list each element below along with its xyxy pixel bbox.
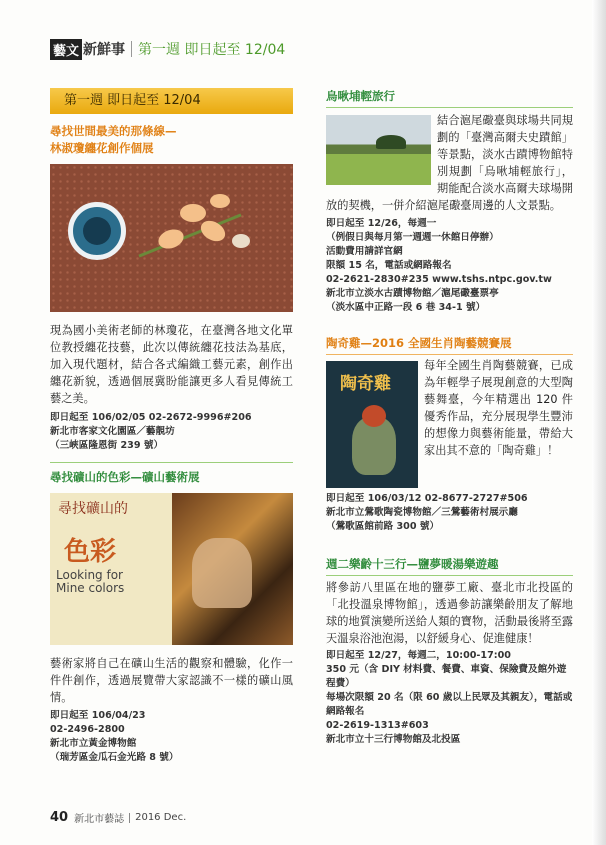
event-3-meta-note: （例假日與每月第一週週一休館日停辦） [326, 232, 499, 243]
event-3-meta-quota: 限額 15 名，電話或網路報名 [326, 260, 452, 271]
event-1-body: 現為國小美術老師的林瓊花，在臺灣各地文化單位教授纏花技藝，此次以傳統纏花技法為基底，加入現代題材，結合各式編織工藝元素，創作出纏花新貌，透過個展冀盼能讓更多人看見傳統工藝之美。 [50, 324, 293, 405]
event-3-meta-address: （淡水區中正路一段 6 巷 34-1 號） [326, 302, 486, 313]
teacup-graphic [68, 202, 126, 260]
poster-title: 尋找礦山的 [58, 501, 128, 517]
event-2-meta-address: （瑞芳區金瓜石金光路 8 號） [50, 752, 179, 763]
event-2-body: 藝術家將自己在礦山生活的觀察和體驗，化作一件件創作，透過展覽帶大家認識不一樣的礦山風情。 [50, 657, 293, 704]
event-4-poster-title: 陶奇雞 [340, 374, 391, 394]
event-4-meta-address: （鶯歌區館前路 300 號） [326, 521, 440, 532]
publication-name: 新北市藝誌 [74, 814, 125, 825]
event-4 [326, 335, 573, 534]
event-5 [326, 556, 573, 747]
event-1-title-line-2: 林淑瓊纏花創作個展 [50, 141, 154, 155]
page-footer [50, 810, 186, 825]
event-5-meta-venue: 新北市立十三行博物館及北投區 [326, 734, 461, 745]
event-2-meta-date: 即日起至 106/04/23 [50, 710, 146, 721]
event-2 [50, 469, 293, 765]
page-edge-shadow [592, 0, 606, 845]
event-5-body: 將參訪八里區在地的鹽夢工廠、臺北市北投區的「北投溫泉博物館」，透過參訪讓樂齡朋友了解地球的地質演變所送給人類的寶物，活動最後將至露天溫泉浴池泡湯，以舒緩身心、促進健康！ [326, 581, 573, 645]
issue-date: 2016 Dec. [135, 812, 187, 823]
header-badge: 藝文 [50, 39, 82, 60]
event-4-meta-venue: 新北市立鶯歌陶瓷博物館／三鶯藝術村展示廳 [326, 507, 518, 518]
event-3-meta-venue: 新北市立淡水古蹟博物館／滬尾礮臺票亭 [326, 288, 499, 299]
event-2-meta-phone: 02-2496-2800 [50, 724, 125, 735]
event-2-meta-venue: 新北市立黃金博物館 [50, 738, 137, 749]
event-3-meta-contact: 02-2621-2830#235 www.tshs.ntpc.gov.tw [326, 274, 552, 285]
event-3-meta-fee: 活動費用請詳官網 [326, 246, 403, 257]
event-1 [50, 123, 293, 453]
header-section: 新鮮事 [83, 42, 126, 58]
left-column [50, 88, 293, 765]
week-banner: 第一週 即日起至 12/04 [50, 88, 293, 114]
event-2-poster [50, 493, 172, 645]
event-3-meta-date: 即日起至 12/26，每週一 [326, 218, 437, 229]
event-5-meta-fee: 350 元（含 DIY 材料費、餐費、車資、保險費及館外遊程費） [326, 664, 567, 689]
event-1-meta-date: 即日起至 106/02/05 02-2672-9996#206 [50, 412, 252, 423]
header-divider [131, 41, 132, 57]
poster-en-line-2: Mine colors [56, 581, 125, 595]
event-3-title: 烏啾埔輕旅行 [326, 89, 395, 103]
event-2-artwork [172, 493, 293, 645]
event-3-golf-photo [326, 115, 431, 185]
event-2-title: 尋找礦山的色彩—礦山藝術展 [50, 470, 200, 484]
event-1-meta-venue: 新北市客家文化園區／藝靚坊 [50, 426, 175, 437]
right-column [326, 88, 573, 747]
event-1-photo [50, 164, 293, 312]
event-1-meta-address: （三峽區隆恩街 239 號） [50, 440, 164, 451]
event-5-meta-quota: 每場次限額 20 名（限 60 歲以上民眾及其親友），電話或網路報名 [326, 692, 573, 717]
event-5-title: 週二樂齡十三行—鹽夢暖湯樂遊趣 [326, 557, 499, 571]
event-5-meta-date: 即日起至 12/27，每週二，10:00-17:00 [326, 650, 511, 661]
event-4-title: 陶奇雞—2016 全國生肖陶藝競賽展 [326, 336, 512, 350]
page-header [50, 38, 285, 60]
event-4-meta-date: 即日起至 106/03/12 02-8677-2727#506 [326, 493, 528, 504]
event-1-title-line-1: 尋找世間最美的那條線— [50, 124, 177, 138]
event-2-photo [50, 493, 293, 645]
event-3 [326, 88, 573, 315]
page-number: 40 [50, 810, 69, 825]
poster-en-line-1: Looking for [56, 568, 123, 582]
header-week: 第一週 即日起至 12/04 [138, 42, 286, 58]
event-4-poster [326, 361, 418, 488]
event-4-body: 每年全國生肖陶藝競賽，已成為年輕學子展現創意的大型陶藝舞臺，今年精選出 120 件優秀作品，充分展現學生豐沛的想像力與藝術能量，帶給大家出其不意的「陶奇雞」！ [424, 359, 573, 457]
event-3-body: 結合滬尾礮臺與球場共同規劃的「臺灣高爾夫史蹟館」等景點，淡水古蹟博物館特別規劃「烏啾埔輕旅行」，期能配合淡水高爾夫球場開放的契機，一併介紹滬尾礮臺周邊的人文景點。 [326, 114, 573, 212]
rooster-figure [352, 417, 396, 475]
event-5-meta-phone: 02-2619-1313#603 [326, 720, 429, 731]
poster-big-title: 色彩 [64, 537, 117, 567]
